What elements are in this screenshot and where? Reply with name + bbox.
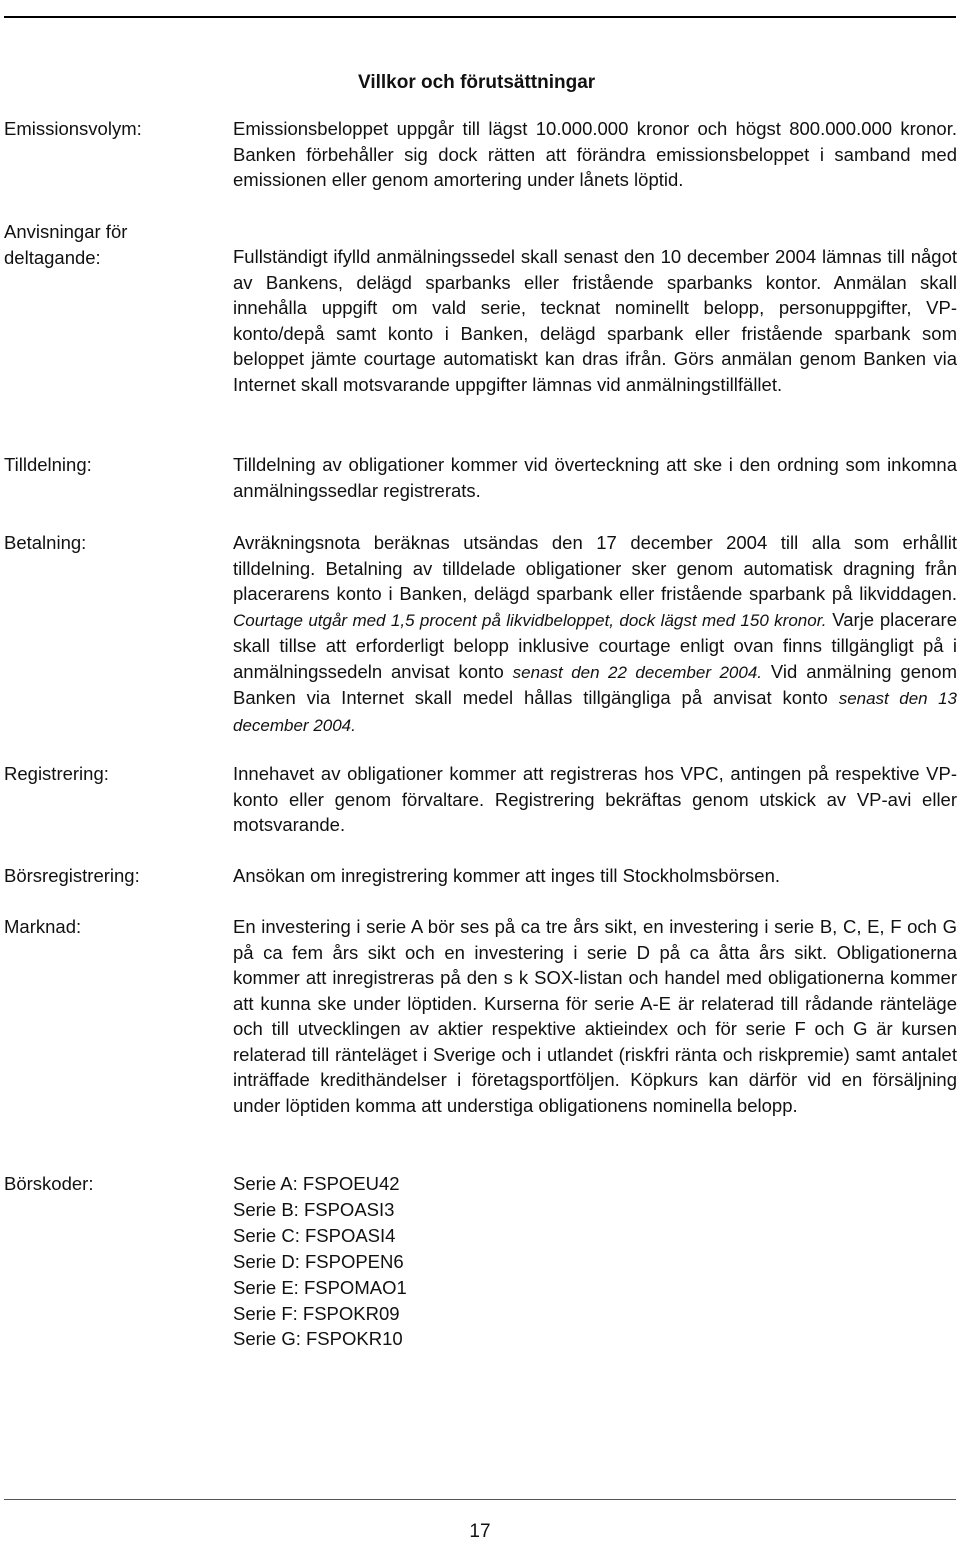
text-anvisningar: Fullständigt ifylld anmälningssedel skall senast den 10 december 2004 lämnas till något av Bankens, delägd sparbanks eller fristående sparbanks kontor. Anmälan skall innehålla uppgift om vald serie, tecknat nominellt belopp, personuppgifter, VP-konto/depå samt konto i Banken, delägd sparbank eller fristående sparbank som beloppet jämte courtage automatiskt kan dras ifrån. Görs anmälan genom Banken via Internet skall motsvarande uppgifter lämnas vid anmälningstillfället.	[233, 246, 957, 395]
courtage-note: Courtage utgår med 1,5 procent på likvidbeloppet, dock lägst med 150 kronor.	[233, 610, 827, 630]
deadline-13-december: senast den 13 december 2004.	[233, 689, 958, 735]
label-anvisningar: Anvisningar för deltagande:	[4, 221, 128, 268]
text-registrering: Innehavet av obligationer kommer att registreras hos VPC, antingen på respektive VP-konto eller genom förvaltare. Registrering bekräftas genom utskick av VP-avi eller motsvarande.	[233, 763, 957, 835]
borskod-serie-d: Serie D: FSPOPEN6	[233, 1250, 404, 1272]
text-borsregistrering: Ansökan om inregistrering kommer att inges till Stockholmsbörsen.	[233, 865, 781, 886]
text-emissionsvolym: Emissionsbeloppet uppgår till lägst 10.000.000 kronor och högst 800.000.000 kronor. Banken förbehåller sig dock rätten att förändra emissionsbeloppet i samband med emissionen eller genom amortering under lånets löptid.	[233, 118, 957, 190]
bottom-rule	[4, 1499, 956, 1500]
label-marknad: Marknad:	[4, 916, 82, 937]
borskod-serie-c: Serie C: FSPOASI4	[233, 1224, 396, 1246]
borskod-serie-b: Serie B: FSPOASI3	[233, 1198, 395, 1220]
label-borsregistrering: Börsregistrering:	[4, 865, 140, 886]
betalning-text-2: Varje placerare skall tillse att erforderligt belopp inklusive courtage enligt ovan finns tillgängligt på i anmälningssedeln anvisat konto	[233, 608, 958, 682]
label-emissionsvolym: Emissionsvolym:	[4, 118, 142, 139]
deadline-22-december: senast den 22 december 2004.	[512, 662, 763, 682]
borskod-serie-e: Serie E: FSPOMAO1	[233, 1276, 407, 1298]
borskod-serie-f: Serie F: FSPOKR09	[233, 1302, 400, 1324]
top-rule	[4, 16, 956, 18]
text-tilldelning: Tilldelning av obligationer kommer vid överteckning att ske i den ordning som inkomna anmälningssedlar registrerats.	[233, 454, 957, 501]
betalning-text-1: Avräkningsnota beräknas utsändas den 17 december 2004 till alla som erhållit tilldelning. Betalning av tilldelade obligationer sker genom automatisk dragning från placerarens konto i Banken, delägd sparbank eller fristående sparbank på likviddagen.	[233, 532, 957, 604]
label-borskoder: Börskoder:	[4, 1173, 94, 1194]
text-betalning	[233, 530, 957, 738]
borskod-serie-g: Serie G: FSPOKR10	[233, 1328, 403, 1350]
page-number: 17	[469, 1521, 491, 1542]
section-heading: Villkor och förutsättningar	[358, 72, 596, 93]
text-marknad: En investering i serie A bör ses på ca tre års sikt, en investering i serie B, C, E, F och G på ca fem års sikt och en investering i serie D på ca åtta års sikt. Obligationerna kommer att inregistreras på den s k SOX-listan och handel med obligationerna kommer att kunna ske under löptiden. Kurserna för serie A-E är relaterad till rådande ränteläge och till utvecklingen av aktier respektive aktieindex och för serie F och G är kursen relaterad till ränteläget i Sverige och i utlandet (riskfri ränta och riskpremie) samt antalet inträffade kredithändelser i företagsportföljen. Köpkurs kan därför vid en försäljning under löptiden komma att understiga obligationens nominella belopp.	[233, 916, 957, 1116]
label-registrering: Registrering:	[4, 763, 109, 784]
label-betalning: Betalning:	[4, 532, 87, 553]
betalning-text-3: Vid anmälning genom Banken via Internet skall medel hållas tillgängliga på anvisat konto	[233, 660, 958, 708]
borskoder-list	[233, 1171, 407, 1352]
label-tilldelning: Tilldelning:	[4, 454, 92, 475]
borskod-serie-a: Serie A: FSPOEU42	[233, 1173, 400, 1194]
